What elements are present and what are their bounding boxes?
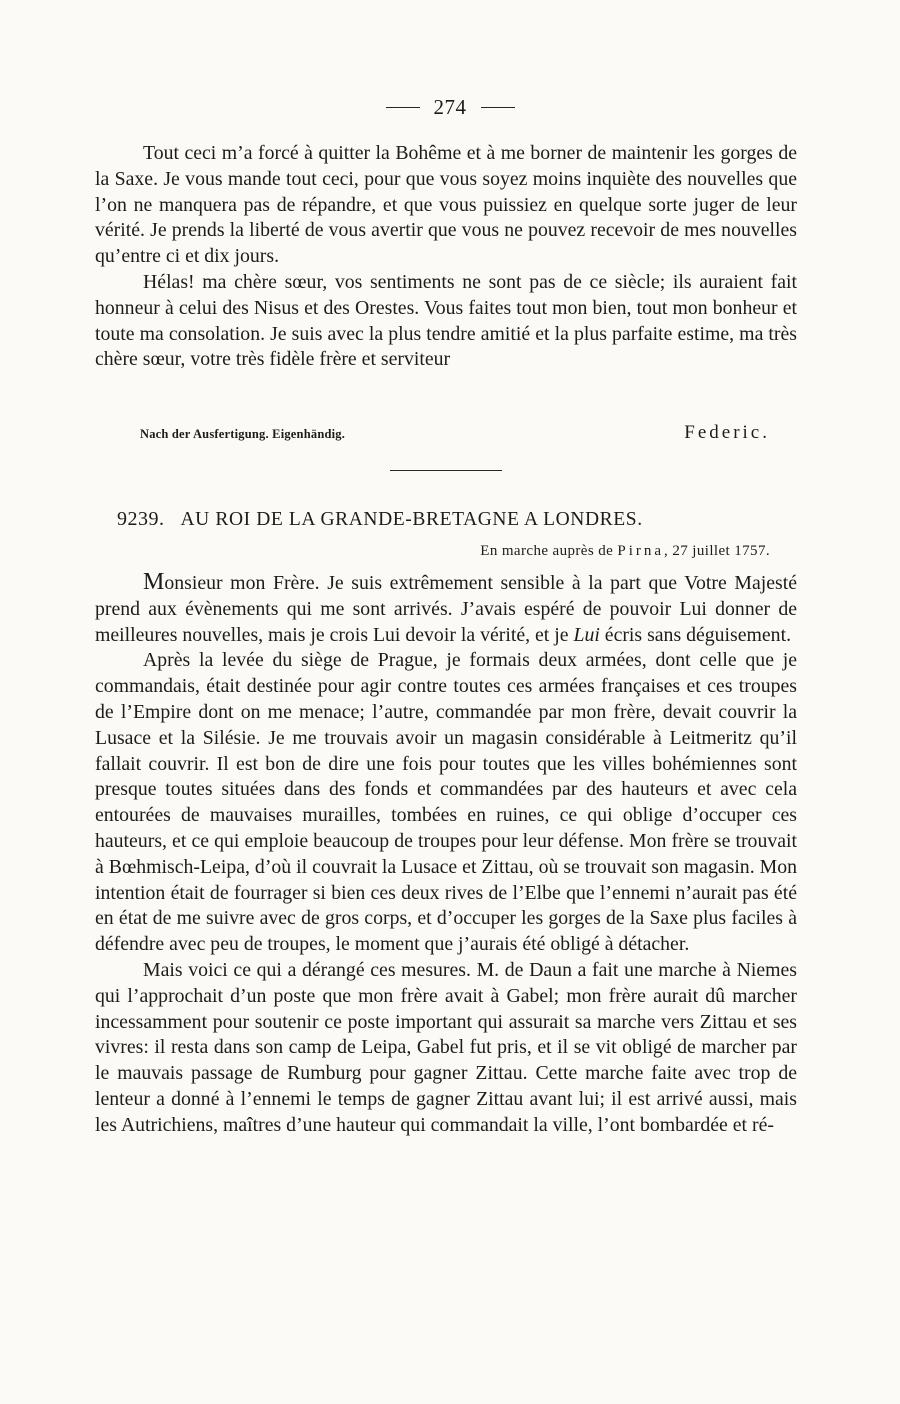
paragraph: Hélas! ma chère sœur, vos sentiments ne sont pas de ce siècle; ils auraient fait honneur à celui des Nisus et des Orestes. Vous faites tout mon bien, tout mon bonheur et toute ma consolation. Je suis avec la plus tendre amitié et la plus parfaite estime, ma très chère sœur, votre très fidèle frère et serviteur <box>95 270 797 371</box>
header-dash-right <box>481 107 515 108</box>
paragraph: Tout ceci m’a forcé à quitter la Bohême et à me borner de maintenir les gorges de la Saxe. Je vous mande tout ceci, pour que vous soyez moins inquiète des nouvelles que l’on ne manquera pas de répandre, et que vous puissiez en quelque sorte juger de leur vérité. Je prends la liberté de vous avertir que vous ne pouvez recevoir de mes nouvelles qu’entre ci et dix jours. <box>95 142 797 268</box>
paragraph-text: écris sans déguisement. <box>599 623 792 646</box>
source-note: Nach der Ausfertigung. Eigenhändig. <box>140 427 346 441</box>
letter-number: 9239. <box>117 508 165 530</box>
paragraph <box>95 570 797 648</box>
dateline-date: , 27 juillet 1757. <box>664 543 770 559</box>
source-line <box>140 422 770 444</box>
page-number: 274 <box>433 94 467 119</box>
dateline <box>300 543 770 560</box>
dateline-place: Pirna <box>617 543 665 559</box>
italic-text: Lui <box>573 623 600 646</box>
section-divider <box>390 470 502 471</box>
letter-title: AU ROI DE LA GRANDE-BRETAGNE A LONDRES. <box>180 509 643 530</box>
page-header <box>0 92 900 122</box>
previous-letter-conclusion <box>95 141 797 373</box>
paragraph: Après la levée du siège de Prague, je formais deux armées, dont celle que je commandais, était destinée pour agir contre toutes ces armées françaises et ces troupes de l’Empire dont on me menace; l’autre, commandée par mon frère, devait couvrir la Lusace et la Silésie. Je me trouvais avoir un magasin considérable à Leitmeritz qu’il fallait couvrir. Il est bon de dire une fois pour toutes que les villes bohémiennes sont presque toutes situées dans des fonds et commandées par des hauteurs et avec cela entourées de mauvaises murailles, tombées en ruines, ce qui oblige d’occuper ces hauteurs, et ce qui emploie beaucoup de troupes pour leur défense. Mon frère se trouvait à Bœhmisch-Leipa, d’où il couvrait la Lusace et Zittau, où se trouvait son magasin. Mon intention était de fourrager si bien ces deux rives de l’Elbe que l’ennemi n’aurait pas été en état de me suivre avec de gros corps, et d’occuper les gorges de la Saxe plus faciles à défendre avec peu de troupes, le moment que j’aurais été obligé à détacher. <box>95 649 797 956</box>
paragraph-text: onsieur mon Frère. Je suis extrêmement sensible à la part que Votre Majesté prend aux évènements qui me sont arrivés. J’avais espéré de pouvoir Lui donner de meilleures nouvelles, mais je crois Lui devoir la vérité, et je <box>95 572 797 646</box>
signature: Federic. <box>684 422 770 443</box>
letter-heading <box>117 508 797 531</box>
letter-body <box>95 570 797 1139</box>
dateline-prefix: En marche auprès de <box>480 543 614 559</box>
header-dash-left <box>386 107 420 108</box>
salutation-initial: M <box>143 569 165 595</box>
paragraph: Mais voici ce qui a dérangé ces mesures. M. de Daun a fait une marche à Niemes qui l’approchait d’un poste que mon frère avait à Gabel; mon frère aurait dû marcher incessamment pour soutenir ce poste important qui assurait sa marche vers Zittau et ses vivres: il resta dans son camp de Leipa, Gabel fut pris, et il se vit obligé de marcher par le mauvais passage de Rumburg pour gagner Zittau. Cette marche faite avec trop de lenteur a donné à l’ennemi le temps de gagner Zittau avant lui; il est arrivé aussi, mais les Autrichiens, maîtres d’une hauteur qui commandait la ville, l’ont bombardée et ré- <box>95 958 797 1136</box>
